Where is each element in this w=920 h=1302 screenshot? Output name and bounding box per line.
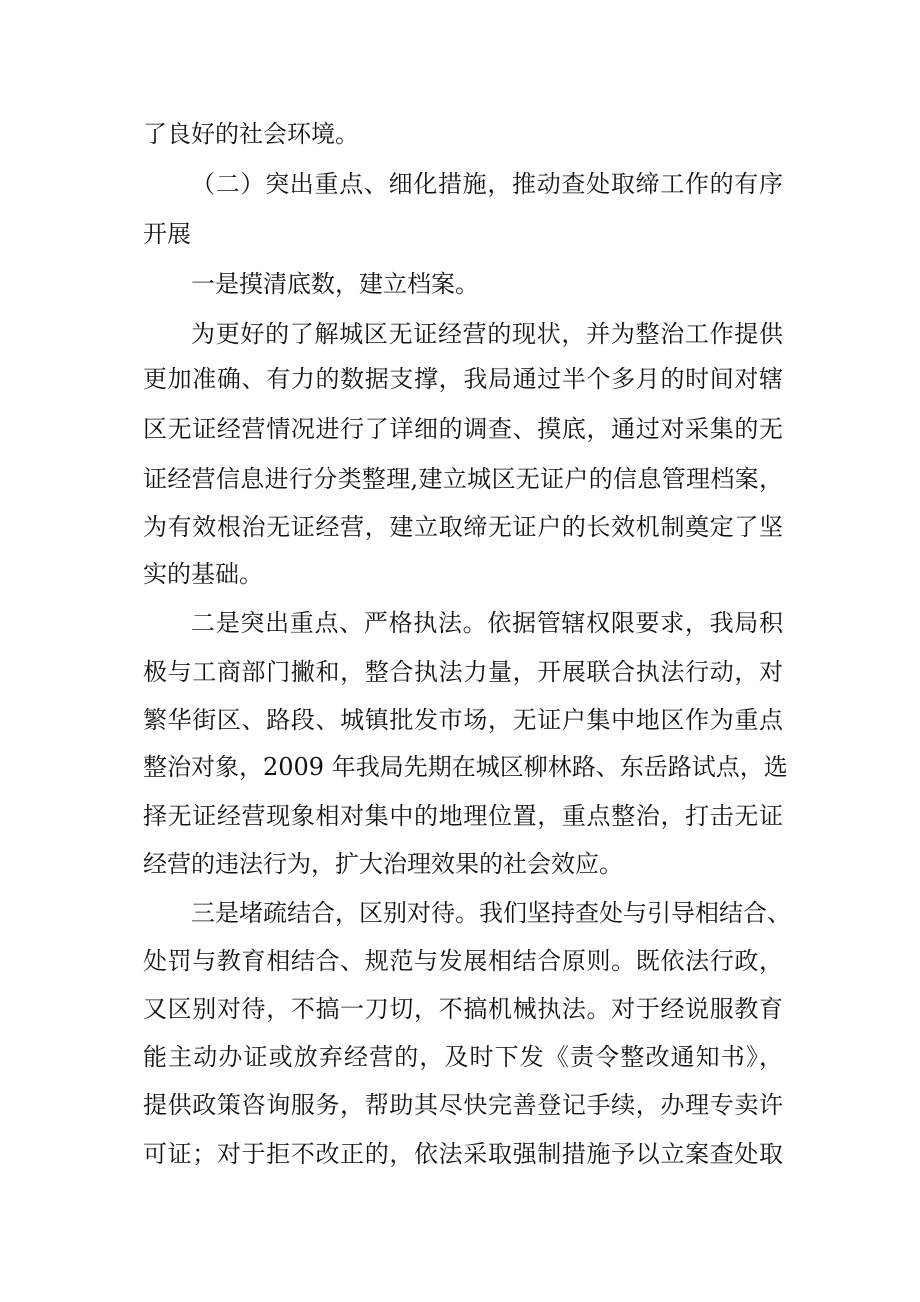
paragraph-line: 二是突出重点、严格执法。依据管辖权限要求，我局积 xyxy=(191,609,783,637)
paragraph-line: 极与工商部门撇和，整合执法力量，开展联合执法行动，对 xyxy=(143,658,783,686)
paragraph-line: 择无证经营现象相对集中的地理位置，重点整治，打击无证 xyxy=(143,802,783,830)
paragraph-line: 证经营信息进行分类整理,建立城区无证户的信息管理档案， xyxy=(143,465,783,493)
paragraph-line: 繁华街区、路段、城镇批发市场，无证户集中地区作为重点 xyxy=(143,706,783,734)
section-heading-continued: 开展 xyxy=(143,220,191,248)
paragraph-line: 处罚与教育相结合、规范与发展相结合原则。既依法行政， xyxy=(143,947,783,975)
paragraph-line: 又区别对待，不搞一刀切，不搞机械执法。对于经说服教育 xyxy=(143,995,783,1023)
paragraph-line: 提供政策咨询服务，帮助其尽快完善登记手续，办理专卖许 xyxy=(143,1091,783,1119)
section-heading: （二）突出重点、细化措施，推动查处取缔工作的有序 xyxy=(191,170,783,198)
paragraph-line: 更加准确、有力的数据支撑，我局通过半个多月的时间对辖 xyxy=(143,365,783,393)
paragraph-line: 经营的违法行为，扩大治理效果的社会效应。 xyxy=(143,850,623,878)
paragraph-line: 了良好的社会环境。 xyxy=(143,120,359,148)
paragraph-line: 实的基础。 xyxy=(143,560,263,588)
paragraph-line: 为有效根治无证经营，建立取缔无证户的长效机制奠定了坚 xyxy=(143,513,783,541)
paragraph-line: 整治对象，2009 年我局先期在城区柳林路、东岳路试点，选 xyxy=(143,753,788,781)
paragraph-line: 三是堵疏结合，区别对待。我们坚持查处与引导相结合、 xyxy=(191,899,791,927)
paragraph-line: 能主动办证或放弃经营的，及时下发《责令整改通知书》， xyxy=(143,1043,783,1071)
subheading: 一是摸清底数，建立档案。 xyxy=(191,270,479,298)
paragraph-line: 区无证经营情况进行了详细的调查、摸底，通过对采集的无 xyxy=(143,415,783,443)
paragraph-line: 为更好的了解城区无证经营的现状，并为整治工作提供 xyxy=(191,320,783,348)
paragraph-line: 可证；对于拒不改正的，依法采取强制措施予以立案查处取 xyxy=(143,1140,783,1168)
